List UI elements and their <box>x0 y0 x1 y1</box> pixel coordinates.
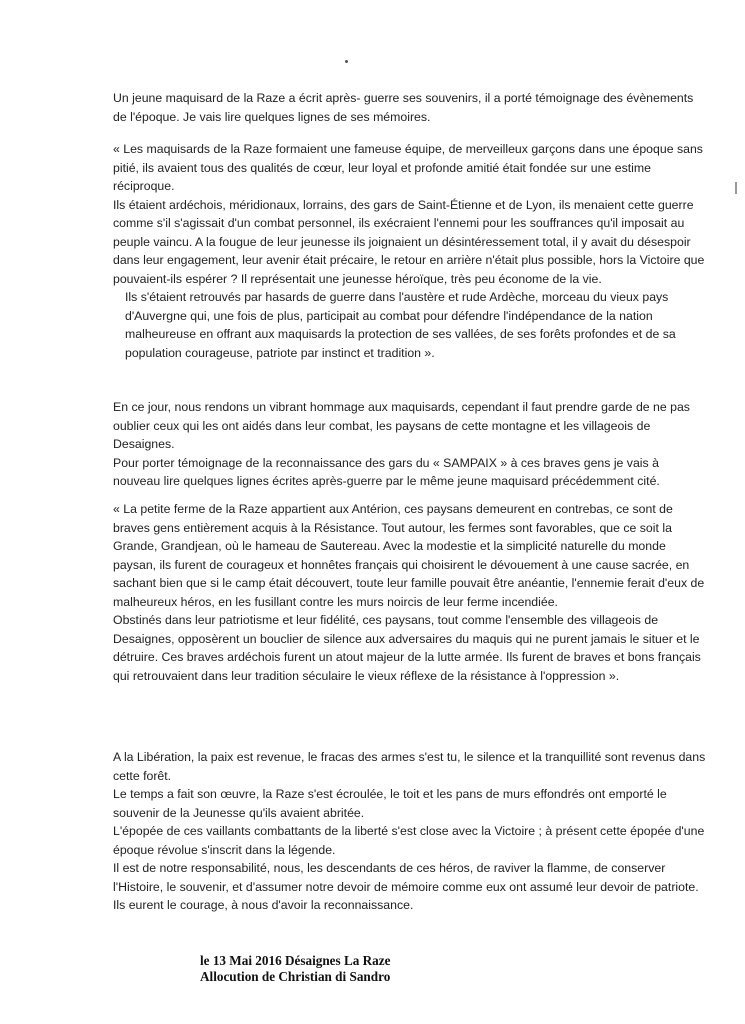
signature-date: le 13 Mai 2016 Désaignes La Raze <box>200 953 391 968</box>
intro-text: Un jeune maquisard de la Raze a écrit après- guerre ses souvenirs, il a porté témoignage des évènements de l'époque. Je vais lire quelques lignes de ses mémoires. <box>113 91 694 124</box>
scan-speck <box>345 60 348 63</box>
signature-author: Allocution de Christian di Sandro <box>200 969 391 984</box>
hommage-section <box>113 398 709 491</box>
scan-edge-mark <box>735 182 737 194</box>
closing-paragraph: Ils eurent le courage, à nous d'avoir la reconnaissance. <box>113 898 414 912</box>
hommage-paragraph: Pour porter témoignage de la reconnaissance des gars du « SAMPAIX » à ces braves gens je vais à nouveau lire quelques lignes écrites après-guerre par le même jeune maquisard précédemment cité. <box>113 455 660 488</box>
quote-memoir-paysans <box>113 500 709 685</box>
closing-paragraph: Il est de notre responsabilité, nous, les descendants de ces héros, de raviver la flamme, de conserver l'Histoire, le souvenir, et d'assumer notre devoir de mémoire comme eux ont assumé leur devoir de patriote. <box>113 861 699 894</box>
closing-paragraph: L'épopée de ces vaillants combattants de la liberté s'est close avec la Victoire ; à présent cette épopée d'une époque révolue s'inscrit dans la légende. <box>113 824 705 857</box>
closing-paragraph: A la Libération, la paix est revenue, le fracas des armes s'est tu, le silence et la tranquillité sont revenus dans cette forêt. <box>113 750 706 783</box>
closing-section <box>113 748 709 915</box>
quote1-paragraph: Ils étaient ardéchois, méridionaux, lorrains, des gars de Saint-Étienne et de Lyon, ils menaient cette guerre comme s'il s'agissait d'un combat personnel, ils exécraient l'ennemi pour les souffrances qu'il imposait au peuple vaincu. A la fougue de leur jeunesse ils joignaient un désintéressement total, il y avait du désespoir dans leur engagement, leur avenir était précaire, le retour en arrière n'était plus possible, hors la Victoire que pouvaient-ils espérer ? Il représentait une jeunesse héroïque, très peu économe de la vie. <box>113 197 705 286</box>
hommage-paragraph: En ce jour, nous rendons un vibrant hommage aux maquisards, cependant il faut prendre garde de ne pas oublier ceux qui les ont aidés dans leur combat, les paysans de cette montagne et les villageois de Desaignes. <box>113 400 690 451</box>
signature-block <box>200 953 500 985</box>
closing-paragraph: Le temps a fait son œuvre, la Raze s'est écroulée, le toit et les pans de murs effondrés ont emporté le souvenir de la Jeunesse qu'ils avaient abritée. <box>113 787 667 820</box>
quote2-paragraph: Obstinés dans leur patriotisme et leur fidélité, ces paysans, tout comme l'ensemble des villageois de Desaignes, opposèrent un bouclier de silence aux adversaires du maquis qui ne purent jamais le situer et le détruire. Ces braves ardéchois furent un atout majeur de la lutte armée. Ils furent de braves et bons français qui retrouvaient dans leur tradition séculaire le vieux réflexe de la résistance à l'oppression ». <box>113 613 701 683</box>
quote-memoir-maquisards <box>113 140 709 362</box>
quote1-paragraph: « Les maquisards de la Raze formaient une fameuse équipe, de merveilleux garçons dans une époque sans pitié, ils avaient tous des qualités de cœur, leur loyal et profonde amitié était fondée sur une estime réciproque. <box>113 142 703 193</box>
intro-paragraph <box>113 89 709 126</box>
quote1-paragraph: Ils s'étaient retrouvés par hasards de guerre dans l'austère et rude Ardèche, morceau du vieux pays d'Auvergne qui, une fois de plus, participait au combat pour défendre l'indépendance de la nation malheureuse en offrant aux maquisards la protection de ses vallées, de ses forêts profondes et de sa population courageuse, patriote par instinct et tradition ». <box>125 290 676 360</box>
quote2-paragraph: « La petite ferme de la Raze appartient aux Antérion, ces paysans demeurent en contrebas, ce sont de braves gens entièrement acquis à la Résistance. Tout autour, les fermes sont favorables, que ce soit la Grande, Grandjean, où le hameau de Sautereau. Avec la modestie et la simplicité naturelle du monde paysan, ils furent de courageux et honnêtes français qui choisirent le dévouement à une cause sacrée, en sachant bien que si le camp était découvert, toute leur famille pouvait être anéantie, l'ennemie ferait d'eux de malheureux héros, en les fusillant contre les murs noircis de leur ferme incendiée. <box>113 502 705 609</box>
